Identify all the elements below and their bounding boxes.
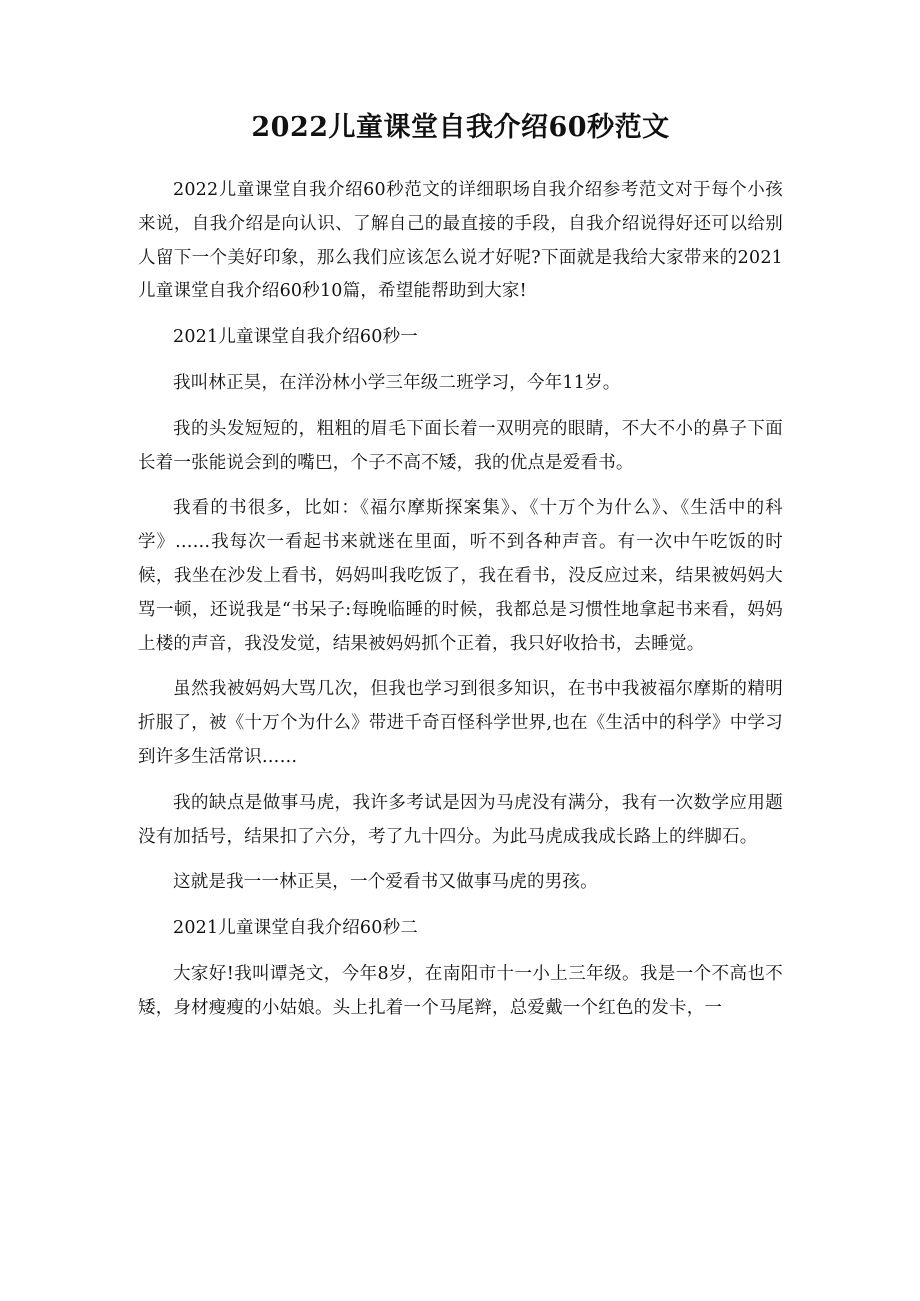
- body-paragraph: 这就是我一一林正昊，一个爱看书又做事马虎的男孩。: [173, 872, 598, 893]
- body-paragraph: 我的头发短短的，粗粗的眉毛下面长着一双明亮的眼睛，不大不小的鼻子下面长着一张能说会到的嘴巴，个子不高不矮，我的优点是爱看书。: [138, 418, 783, 473]
- section-heading-one: 2021儿童课堂自我介绍60秒一: [173, 327, 419, 348]
- body-paragraph: 我看的书很多，比如：《福尔摩斯探案集》、《十万个为什么》、《生活中的科学》……我每次一看起书来就迷在里面，听不到各种声音。有一次中午吃饭的时候，我坐在沙发上看书，妈妈叫我吃饭了，我在看书，没反应过来，结果被妈妈大骂一顿，还说我是“书呆子:每晚临睡的时候，我都总是习惯性地拿起书来看，妈妈上楼的声音，我没发觉，结果被妈妈抓个正着，我只好收拾书，去睡觉。: [138, 498, 783, 654]
- document-title: 2022儿童课堂自我介绍60秒范文: [251, 112, 670, 143]
- body-paragraph: 我叫林正昊，在洋汾林小学三年级二班学习，今年11岁。: [173, 372, 621, 393]
- intro-paragraph: 2022儿童课堂自我介绍60秒范文的详细职场自我介绍参考范文对于每个小孩来说，自我介绍是向认识、了解自己的最直接的手段，自我介绍说得好还可以给别人留下一个美好印象，那么我们应该怎么说才好呢?下面就是我给大家带来的2021儿童课堂自我介绍60秒10篇，希望能帮助到大家!: [138, 180, 783, 302]
- body-paragraph: 虽然我被妈妈大骂几次，但我也学习到很多知识，在书中我被福尔摩斯的精明折服了，被《十万个为什么》带进千奇百怪科学世界,也在《生活中的科学》中学习到许多生活常识……: [138, 679, 783, 767]
- body-paragraph: 大家好!我叫谭尧文，今年8岁，在南阳市十一小上三年级。我是一个不高也不矮，身材瘦瘦的小姑娘。头上扎着一个马尾辫，总爱戴一个红色的发卡，一: [138, 963, 783, 1018]
- body-paragraph: 我的缺点是做事马虎，我许多考试是因为马虎没有满分，我有一次数学应用题没有加括号，结果扣了六分，考了九十四分。为此马虎成我成长路上的绊脚石。: [138, 792, 783, 847]
- document-page: [138, 100, 783, 1038]
- section-heading-two: 2021儿童课堂自我介绍60秒二: [173, 918, 419, 939]
